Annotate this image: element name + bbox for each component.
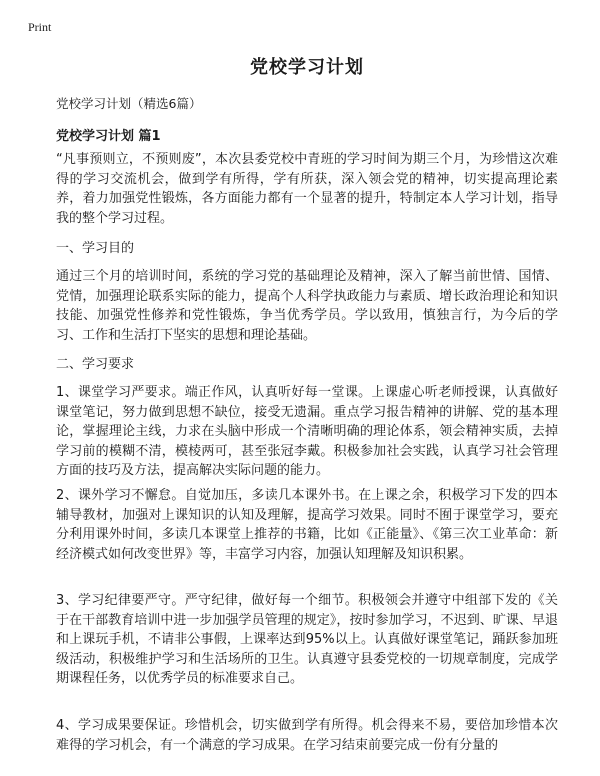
requirement-item-3: 3、学习纪律要严守。严守纪律，做好每一个细节。积极领会并遵守中组部下发的《关于在干部教育培训中进一步加强学员管理的规定》，按时参加学习，不迟到、旷课、早退和上课玩手机，不请非公事假，上课率达到95%以上。认真做好课堂笔记，踊跃参加班级活动，积极维护学习和生活场所的卫生。认真遵守县委党校的一切规章制度，完成学期课程任务，以优秀学员的标准要求自己。 — [56, 593, 558, 686]
requirement-item-1: 1、课堂学习严要求。端正作风，认真听好每一堂课。上课虚心听老师授课，认真做好课堂笔记，努力做到思想不缺位，接受无遗漏。重点学习报告精神的讲解、党的基本理论，掌握理论主线，力求在头脑中形成一个清晰明确的理论体系，领会精神实质，去掉学习前的模糊不清，模棱两可，甚至张冠李戴。积极参加社会实践，认真学习社会管理方面的技巧及方法，提高解决实际问题的能力。 — [56, 385, 558, 478]
requirement-item-4: 4、学习成果要保证。珍惜机会，切实做到学有所得。机会得来不易，要倍加珍惜本次难得的学习机会，有一个满意的学习成果。在学习结束前要完成一份有分量的 — [56, 718, 558, 753]
section-heading-purpose: 一、学习目的 — [56, 241, 135, 256]
section-heading-requirements: 二、学习要求 — [56, 357, 135, 372]
document-subtitle: 党校学习计划（精选6篇） — [56, 96, 202, 111]
section-body-purpose: 通过三个月的培训时间，系统的学习党的基础理论及精神，深入了解当前世情、国情、党情，加强理论联系实际的能力，提高个人科学执政能力与素质、增长政治理论和知识技能、加强党性修养和党性锻炼，争当优秀学员。学以致用，慎独言行，为今后的学习、工作和生活打下坚实的思想和理论基础。 — [56, 269, 558, 343]
chapter-title: 党校学习计划 篇1 — [56, 129, 161, 144]
intro-paragraph: “凡事预则立，不预则废”，本次县委党校中青班的学习时间为期三个月，为珍惜这次难得的学习交流机会，做到学有所得，学有所获，深入领会党的精神，切实提高理论素养，着力加强党性锻炼，各方面能力都有一个显著的提升，特制定本人学习计划，指导我的整个学习过程。 — [56, 152, 558, 226]
requirement-item-2: 2、课外学习不懈怠。自觉加压，多读几本课外书。在上课之余，积极学习下发的四本辅导教材，加强对上课知识的认知及理解，提高学习效果。同时不囿于课堂学习，要充分利用课外时间，多读几本课堂上推荐的书籍，比如《正能量》、《第三次工业革命：新经济模式如何改变世界》等，丰富学习内容，加强认知理解及知识积累。 — [56, 488, 558, 562]
page-title: 党校学习计划 — [250, 57, 364, 78]
print-link[interactable]: Print — [28, 20, 52, 34]
